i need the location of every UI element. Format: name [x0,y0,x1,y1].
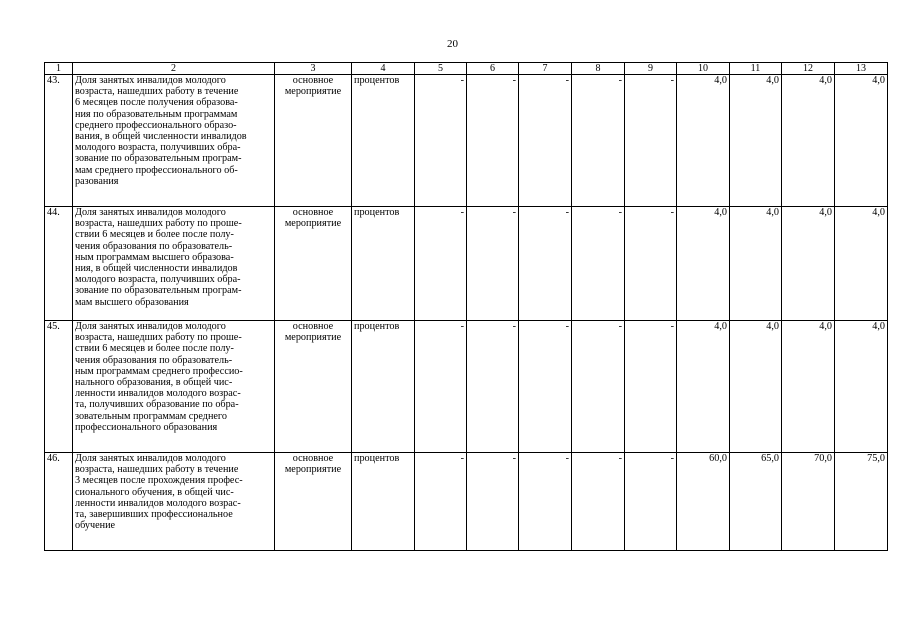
header-cell-5: 5 [415,63,467,75]
measure-type-line: основное [292,453,334,464]
value-col-6: - [467,75,519,207]
indicator-name-line: сионального обучения, в общей чис- [75,486,234,498]
indicator-name-line: нального образования, в общей чис- [75,377,233,389]
indicator-name-line: профессионального образования [75,421,218,433]
indicator-name-line: молодого возраста, получивших обра- [75,142,241,154]
value-col-5: - [415,207,467,321]
indicator-name-line: мам среднего профессионального об- [75,164,238,176]
indicator-name-line: чения образования по образователь- [75,240,233,252]
indicator-name-line: 3 месяцев после прохождения профес- [75,475,243,487]
value-col-9: - [625,321,677,453]
table-row [45,453,888,551]
indicator-name-line: ленности инвалидов молодого возрас- [75,388,241,400]
value-col-13: 4,0 [835,321,888,453]
value-col-7: - [519,75,572,207]
row-number: 43. [45,75,73,207]
indicator-name-line: обучение [75,520,116,532]
value-col-13: 4,0 [835,75,888,207]
unit-of-measure: процентов [352,453,415,551]
header-cell-2: 2 [73,63,275,75]
indicator-name-line: чения образования по образователь- [75,354,233,366]
header-cell-9: 9 [625,63,677,75]
measure-type-line: мероприятие [284,464,342,476]
header-cell-8: 8 [572,63,625,75]
measure-type [275,207,352,321]
measure-type-line: основное [292,207,334,218]
indicator-name-line: ния, в общей численности инвалидов [75,263,238,275]
indicator-name-line: возраста, нашедших работу в течение [75,86,239,98]
header-row [45,63,888,75]
indicator-name-line: возраста, нашедших работу в течение [75,464,239,476]
indicator-name-line: зование по образовательным програм- [75,153,242,165]
indicator-name-line: Доля занятых инвалидов молодого [75,321,226,332]
indicator-name-line: возраста, нашедших работу по проше- [75,218,242,230]
header-cell-10: 10 [677,63,730,75]
value-col-10: 4,0 [677,321,730,453]
value-col-10: 4,0 [677,207,730,321]
measure-type [275,321,352,453]
indicator-name-line: ния по образовательным программам [75,108,238,120]
value-col-10: 60,0 [677,453,730,551]
indicators-table [44,62,888,551]
row-number: 46. [45,453,73,551]
value-col-5: - [415,453,467,551]
value-col-7: - [519,321,572,453]
value-col-6: - [467,207,519,321]
value-col-8: - [572,453,625,551]
header-cell-13: 13 [835,63,888,75]
indicator-name-line: разования [75,175,119,187]
header-cell-7: 7 [519,63,572,75]
table-row [45,75,888,207]
header-cell-4: 4 [352,63,415,75]
header-cell-1: 1 [45,63,73,75]
value-col-11: 4,0 [730,75,782,207]
value-col-12: 4,0 [782,75,835,207]
indicator-name [73,207,275,321]
measure-type-line: мероприятие [284,218,342,230]
value-col-7: - [519,453,572,551]
unit-of-measure: процентов [352,207,415,321]
value-col-13: 75,0 [835,453,888,551]
page-number: 20 [447,38,458,50]
value-col-13: 4,0 [835,207,888,321]
table-row [45,321,888,453]
indicator-name-line: Доля занятых инвалидов молодого [75,75,226,86]
value-col-9: - [625,453,677,551]
value-col-8: - [572,321,625,453]
value-col-5: - [415,321,467,453]
value-col-7: - [519,207,572,321]
indicator-name-line: 6 месяцев после получения образова- [75,97,238,109]
value-col-6: - [467,321,519,453]
value-col-11: 65,0 [730,453,782,551]
header-cell-12: 12 [782,63,835,75]
value-col-12: 70,0 [782,453,835,551]
value-col-9: - [625,207,677,321]
header-cell-6: 6 [467,63,519,75]
value-col-10: 4,0 [677,75,730,207]
indicator-name-line: зование по образовательным програм- [75,285,242,297]
value-col-12: 4,0 [782,207,835,321]
unit-of-measure: процентов [352,321,415,453]
value-col-9: - [625,75,677,207]
header-cell-3: 3 [275,63,352,75]
value-col-8: - [572,75,625,207]
measure-type-line: мероприятие [284,332,342,344]
indicator-name-line: ленности инвалидов молодого возрас- [75,497,241,509]
indicator-name-line: ным программам среднего профессио- [75,365,243,377]
measure-type-line: основное [292,75,334,86]
measure-type-line: мероприятие [284,86,342,98]
value-col-11: 4,0 [730,207,782,321]
indicator-name-line: мам высшего образования [75,296,189,308]
row-number: 45. [45,321,73,453]
indicator-name-line: ствии 6 месяцев и более после полу- [75,229,234,241]
indicator-name [73,75,275,207]
value-col-11: 4,0 [730,321,782,453]
indicator-name-line: вания, в общей численности инвалидов [75,131,247,143]
indicator-name-line: Доля занятых инвалидов молодого [75,207,226,218]
table-row [45,207,888,321]
indicator-name-line: молодого возраста, получивших обра- [75,274,241,286]
indicator-name-line: возраста, нашедших работу по проше- [75,332,242,344]
measure-type [275,453,352,551]
indicator-name [73,453,275,551]
value-col-5: - [415,75,467,207]
row-number: 44. [45,207,73,321]
value-col-12: 4,0 [782,321,835,453]
indicator-name-line: ным программам высшего образова- [75,251,234,263]
indicator-name-line: та, завершивших профессиональное [75,509,233,521]
unit-of-measure: процентов [352,75,415,207]
indicator-name-line: среднего профессионального образо- [75,119,237,131]
measure-type [275,75,352,207]
value-col-8: - [572,207,625,321]
indicator-name-line: та, получивших образование по обра- [75,399,239,411]
header-cell-11: 11 [730,63,782,75]
measure-type-line: основное [292,321,334,332]
value-col-6: - [467,453,519,551]
indicator-name [73,321,275,453]
indicator-name-line: зовательным программам среднего [75,410,227,422]
indicator-name-line: ствии 6 месяцев и более после полу- [75,343,234,355]
indicator-name-line: Доля занятых инвалидов молодого [75,453,226,464]
